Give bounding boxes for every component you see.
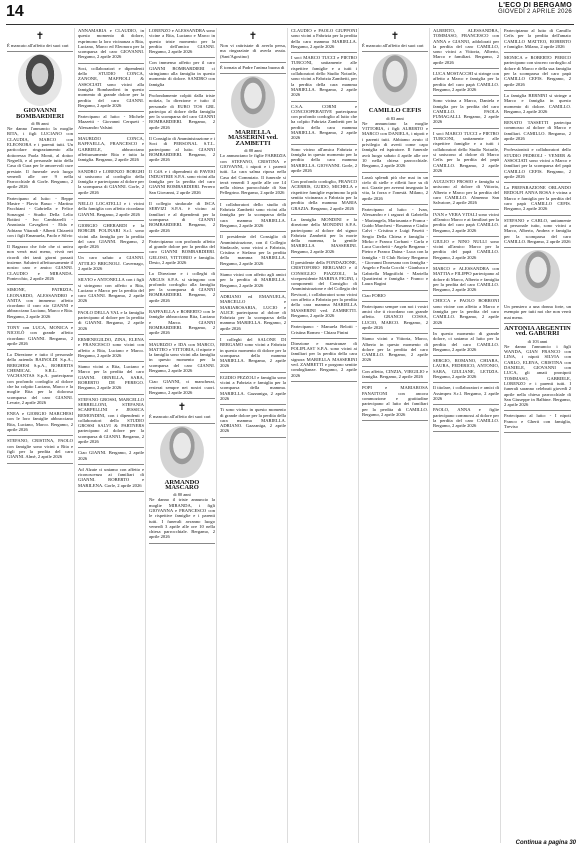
obituary-notice xyxy=(149,379,215,395)
notice-text: CLAUDIO e PAOLO GIUPPONI sono vicini a Fabrizia per la perdita della cara mamma MARIELLA. Bergamo, 2 aprile 2026 xyxy=(291,28,357,49)
deceased-name: MARIELLA MASSERINI ved. ZAMBETTI xyxy=(228,129,278,147)
obituary-notice xyxy=(149,28,215,54)
notice-divider xyxy=(220,334,286,335)
notice-divider xyxy=(78,133,144,134)
notice-divider xyxy=(291,257,357,258)
notice-text: Sono vicina a Marco, Daniela e famiglia per la perdita del caro CAMILLO. PAOLA FUMAGALLI. Bergamo, 2 aprile 2026 xyxy=(433,98,499,125)
notice-text: C.S.A. CORNI e CONCOOPERATIVE partecipano con profondo cordoglio al lutto che ha colpito Fabrizia Zambetti per la perdita della cara mamma MARIELLA. Bergamo, 2 aprile 2026 xyxy=(291,103,357,141)
notice-divider xyxy=(149,398,215,399)
obituary-column xyxy=(219,28,288,843)
obituary-column xyxy=(77,28,146,843)
notice-text: Partecipiamo al lutto di Camillo Cefis per la perdita dell'amato CAMILLO MATTEO, ROBERTO e famiglie. Milano, 2 aprile 2026 xyxy=(504,28,571,49)
notice-divider xyxy=(78,252,144,253)
obituary-column xyxy=(6,28,75,843)
notice-divider xyxy=(220,404,286,405)
notice-divider xyxy=(78,464,144,465)
obituary-notice xyxy=(220,375,286,401)
notice-divider xyxy=(291,381,357,382)
obituary-notice xyxy=(362,369,428,380)
notice-divider xyxy=(78,166,144,167)
portrait-photo xyxy=(231,76,275,128)
obituary-column xyxy=(290,28,359,843)
notice-divider xyxy=(433,176,499,177)
deceased-age: di 80 anni xyxy=(173,492,191,498)
obituary-notice xyxy=(291,147,357,173)
notice-text: LUCA MOSTACCHI si stringe con affetto a Marco e famiglia per la perdita del caro papà CAMILLO. Bergamo, 2 aprile 2026 xyxy=(433,71,499,92)
notice-text: ADRIANO ed EMANUELA, MARCELLO e MARIAROSARIA, LUCIO e ALICE partecipano al dolore di Fabrizia per la scomparsa della mamma MARIELLA. Bergamo, 2 aprile 2026 xyxy=(220,293,286,331)
obituary-notice xyxy=(291,324,357,335)
notice-divider xyxy=(7,435,73,436)
obituary-notice xyxy=(220,76,286,196)
obituary-notice xyxy=(362,304,428,330)
obituary-notice xyxy=(149,169,215,195)
obituary-notice xyxy=(504,120,571,141)
notice-divider xyxy=(362,204,428,205)
obituary-notice xyxy=(433,266,499,292)
notice-divider xyxy=(220,73,286,74)
obituary-notice xyxy=(433,131,499,173)
obituary-notice xyxy=(362,175,428,201)
notice-divider xyxy=(220,437,286,438)
notice-divider xyxy=(149,543,215,544)
notice-text: Profondamente colpiti dalla triste notizia, la direzione e tutto il personale di EURO TOS GRL partecipa al dolore della famiglia per la scomparsa del caro GIANNI BOMBARDIERI. Bergamo, 2 aprile 2026 xyxy=(149,92,215,130)
notice-text: GIORGIO GHERARDI e la BORGIR POLINARI S.r.l. sono vicini alla famiglia per la perdita del caro GIANNI. Bergamo, 2 aprile 2026 xyxy=(78,222,144,250)
notice-divider xyxy=(433,328,499,329)
notice-text: Professionisti e collaboratori dello STUDIO PEDROLI - VENIER & ASSOCIATI sono vicini a Marco e familiari per la scomparsa del papà CAMILLO CEFIS. Bergamo, 2 aprile 2026 xyxy=(504,147,571,179)
notice-text: Siamo vicini con affetto agli amici per la perdita di MARIELLA. Bergamo, 2 aprile 2026 xyxy=(220,272,286,288)
obituary-notice xyxy=(78,66,144,108)
deceased-name: GIOVANNI BOMBARDIERI xyxy=(15,107,65,120)
obituary-notice xyxy=(78,467,144,488)
cross-icon: ✝ xyxy=(248,31,258,42)
obituary-column xyxy=(148,28,217,843)
notice-divider xyxy=(7,463,73,464)
notice-divider xyxy=(7,193,73,194)
obituary-notice xyxy=(7,287,73,319)
notice-text: PAOLO DELLA VAL e la famiglia partecipano al dolore per la perdita di GIANNI. Bergamo, 2 aprile 2026 xyxy=(78,309,144,331)
notice-divider xyxy=(220,231,286,232)
notice-text: MARCO e ALESSANDRA con MATTIA e FILIPPO partecipano al dolore di Marco, Alberto e famiglia per la perdita del caro CAMILLO. Bergamo, 2 aprile 2026 xyxy=(433,265,499,293)
continued-note: Continua a pagina 30 xyxy=(515,840,576,846)
notice-divider xyxy=(291,52,357,53)
obituary-notice xyxy=(433,385,499,401)
deceased-name: ANTONIA ARGENTIN ved. GABURRI xyxy=(504,324,571,338)
notice-divider xyxy=(362,366,428,367)
obituary-notice xyxy=(291,104,357,141)
notice-divider xyxy=(7,51,73,52)
notice-divider xyxy=(78,491,144,492)
obituary-notice xyxy=(504,93,571,114)
notice-divider xyxy=(78,447,144,448)
notice-text: POPI e MARIAROSA PANATTONI con ancora commozione e gratitudine partecipano al lutto dei familiari per la perdita di CAMILLO. Bergamo, 2 aprile 2026 xyxy=(362,385,428,417)
obituary-notice xyxy=(433,298,499,324)
deceased-age: di 88 anni xyxy=(244,148,262,154)
notice-text: Partecipano al lutto: - Michele Mazzetti - Giovanni Cerqueti - Alessandro Valsini xyxy=(78,114,144,130)
notice-text: Il Ragazzo che fole che ci univa non verrà mai meno, vivrà nei ricordi dei tanti giorni passati insieme. Saluteró affettuosamente il nostro caro e amico GIANNI. CLAUDIO e MIRANDA. Pontecchio, 2 aprile 2026 xyxy=(7,244,73,281)
obituary-notice xyxy=(149,309,215,335)
notice-text: Ne danno l'annuncio la moglie RITA, i figli LUCIANO con CLAUDIA, MARCO con ELEONORA e i parenti tutti. Un particolare ringraziamento alla dottoressa Paola Monti, al dottor Negrelli, e al personale tutto della Casa di Cura per le amorevoli cure prestate. Il funerale avrà luogo venerdì alle ore 9 nella Parrocchiale di Gorle. Bergamo, 2 aprile 2026 xyxy=(7,126,73,190)
obituary-notice xyxy=(220,294,286,331)
notice-text: La famiglia MONDINI e la direzione della MONDINI S.P.A. partecipano al dolore del signor Fabrizia Zambetti per la morte della mamma, la gentile MARIELLA MASSERINI. Bergamo, 2 aprile 2026 xyxy=(291,216,357,254)
obituary-notice xyxy=(7,352,73,405)
notice-text: Un pensiero a una donna forte, un esempio per tutti noi che non verrà mai meno. xyxy=(504,304,571,320)
notice-divider xyxy=(78,394,144,395)
notice-divider xyxy=(504,247,571,248)
obituary-notice xyxy=(7,411,73,432)
obituary-notice xyxy=(78,114,144,130)
notice-divider xyxy=(362,51,428,52)
notice-divider xyxy=(504,90,571,91)
deceased-age: di 86 anni xyxy=(31,120,49,126)
notice-divider xyxy=(149,57,215,58)
notice-divider xyxy=(433,68,499,69)
notice-text: Partecipano al lutto: - Beppe Mastre - Flavio Basso - Martino Pacchiani - Gabriella e Felice Sonzogni - Studio Della Lelio Bottini - Ivo Cambiarelli - Anastasia Cavaglieri - Elda e Adriano Vitaradi - Alberti Chiaretti con i figli Emanuela, Paolo e Silvio xyxy=(7,195,73,238)
obituary-notice xyxy=(149,426,215,540)
notice-divider xyxy=(504,323,571,324)
notice-text: I colleghi del SALONE DI BERGAMO sono vicini a Fabrizia in questo momento di dolore per la scomparsa della mamma MARIELLA. Bergamo, 2 aprile 2026 xyxy=(220,336,286,369)
obituary-notice xyxy=(362,31,428,48)
notice-text: STEFANO, CRISTINA, PAOLO con famiglie sono vicini a Rita e figli per la perdita del caro GIANNI. Almè, 2 aprile 2026 xyxy=(7,438,73,460)
obituary-notice xyxy=(149,136,215,162)
obituary-column xyxy=(503,28,572,843)
obituary-notice xyxy=(78,255,144,271)
obituary-notice xyxy=(149,271,215,303)
notice-text: Il titolare, i collaboratori e amici di Assimpex S.r.l. Bergamo, 2 aprile 2026 xyxy=(433,385,499,401)
notice-divider xyxy=(433,382,499,383)
deceased-name: ARMANDO MASCARO xyxy=(164,478,200,491)
obituary-notice xyxy=(149,402,215,419)
notice-text: Partecipano sempre con noi i vostri amici che ti ricordano con grande affetto. GRANCO COSSA, LUCIO, MARCO. Bergamo, 2 aprile 2026 xyxy=(362,303,428,330)
notice-text: Con affetto, CINZIA, VIRGILIO e famiglia. Bergamo, 2 aprile 2026 xyxy=(362,368,428,380)
obituary-notice xyxy=(78,277,144,303)
notice-text: È tornata al Padre l'anima buona di xyxy=(220,64,285,70)
obituary-notice xyxy=(291,179,357,211)
notice-divider xyxy=(7,284,73,285)
obituary-columns xyxy=(6,28,574,843)
notice-divider xyxy=(362,333,428,334)
notice-text: Ad Alzate ci uniamo con affetto e riconoscenza ai familiari di GIANNI. ROBERTO e MARILENA. Gorle, 2 aprile 2026 xyxy=(78,466,144,488)
notice-text: ALBERTO, ALESSANDRA, TOMMASO, FRANCESCO con ANNA e GIANNI, addolorati per la perdita del caro CAMILLO, sono vicini a Vittoria, Alberto, Marco e familiari. Bergamo, 2 aprile 2026 xyxy=(433,28,499,65)
obituary-notice xyxy=(78,397,144,445)
notice-divider xyxy=(291,144,357,145)
notice-divider xyxy=(78,334,144,335)
notice-divider xyxy=(149,236,215,237)
notice-text: Il presidente della FONDAZIONE, CRISTOFORO BERGAMO e il CONSIGLIO PIAZZOLI, la vicepresidente MARINA FIGINI, i componenti del Consiglio di Amministrazione e del Collegio dei Revisori, i collaboratori sono vicini con affetto a Fabrizia per la perdita della cara mamma MARIELLA MASSERINI ved. ZAMBETTI. Bergamo, 2 aprile 2026 xyxy=(291,259,357,318)
notice-text: Ne danno l'annuncio i figli WANDA, GIAN FRANCO con LINA, i nipoti SILVIA con CARLO, ELENA, CRISTINA con DANIELE, GIOVANNI con LUCA, gli amati pronipoti TOMMASO, GABRIELE, LORENZO e i parenti tutti. I funerali saranno celebrati giovedì 2 aprile nella chiesa parrocchiale di San Giuseppe in Balbine. Bergamo, 2 aprile 2026 xyxy=(504,343,571,408)
cross-icon: ✝ xyxy=(35,31,45,42)
notice-text: È mancato all'affetto dei suoi cari xyxy=(362,43,424,48)
notice-divider xyxy=(220,269,286,270)
obituary-notice xyxy=(504,147,571,179)
obituary-notice xyxy=(7,438,73,459)
notice-text: È mancato all'affetto dei suoi cari xyxy=(7,43,69,48)
deceased-age: di 103 anni xyxy=(527,338,548,344)
notice-text: Siamo vicini a Vittoria, Marco, Alberto in questo momento di dolore per la perdita del caro CAMILLO. Bergamo, 2 aprile 2026 xyxy=(362,336,428,363)
notice-divider xyxy=(78,220,144,221)
notice-divider xyxy=(78,111,144,112)
obituary-notice xyxy=(7,54,73,189)
obituary-notice xyxy=(78,310,144,331)
notice-divider xyxy=(149,306,215,307)
obituary-column xyxy=(361,28,430,843)
obituary-column xyxy=(432,28,501,843)
obituary-notice xyxy=(7,31,73,48)
notice-text: IVAN e VERA VITALI sono vicini all'amico Marco e ai familiari per la perdita del caro papà CAMILLO. Bergamo, 2 aprile 2026 xyxy=(433,211,499,233)
notice-text: MAURIZIO e IDA con MARCO, MATTEO e VITTORIA, il nipote e la famiglia sono vicini alla famiglia in questo momento per la scomparsa del caro GIANNI. Bergamo, 2 aprile 2026 xyxy=(149,341,215,374)
obituary-notice xyxy=(78,223,144,249)
obituary-notice xyxy=(7,196,73,238)
notice-divider xyxy=(7,349,73,350)
notice-text: Ti sono vicino in questo momento di grande dolore per la perdita della cara mamma MARIELLA. ADRIANO. Gazzaniga, 2 aprile 2026 xyxy=(220,407,286,434)
obituary-notice xyxy=(504,250,571,320)
notice-text: La PREPARAZIONE ORLANDO REDOLFI ANNA ROSA è vicina a Marco e famiglia per la perdita del caro papà CAMILLO CEFIS. Bergamo, 2 aprile 2026 xyxy=(504,185,571,212)
obituary-notice xyxy=(362,54,428,168)
notice-divider xyxy=(78,198,144,199)
obituary-notice xyxy=(433,71,499,92)
notice-text: SILVIO e ANTONELLA con i figli si stringono con affetto a Rita, Luciano e Marco per la perdita del caro GIANNI. Bergamo, 2 aprile 2026 xyxy=(78,277,144,304)
obituary-notice xyxy=(220,337,286,369)
obituary-notice xyxy=(291,260,357,318)
notice-text: Non vi rattristate di averla persa, ma ringraziate di averla avuta. (Sant'Agostino) xyxy=(220,43,286,59)
notice-text: Ciao FORIO xyxy=(362,292,386,298)
obituary-notice xyxy=(362,207,428,286)
notice-divider xyxy=(291,338,357,339)
notice-text: Lo annunciano le figlie FABRIZIA con STEFANO, CRISTINA e GIOVANNI, i nipoti e i parenti tutti. La cara salma riposa nella Casa del Commiato. Il funerale si terrà venerdì 3 aprile alle ore 14 nella chiesa parrocchiale di San Pellegrino. Bergamo, 2 aprile 2026 xyxy=(220,153,286,196)
obituary-notice xyxy=(7,325,73,346)
notice-text: Partecipiamo con profondo affetto al grande dolore per la perdita del caro GIANNI BOMBARDIERI. GELOSO, VITTORIO e famiglia. Desio, 2 aprile 2026 xyxy=(149,238,215,265)
notice-text: GIULIO e NINO NULLI sono vicini all'amico Marco per la perdita del papà CAMILLO. Bergamo, 2 aprile 2026 xyxy=(433,238,499,260)
page-number: 14 xyxy=(6,3,24,20)
notice-divider xyxy=(149,166,215,167)
notice-divider xyxy=(220,291,286,292)
notice-text: La Direzione e tutto il personale della azienda BAINOLDI S.p.A., BERGHESI S.p.A., ROBERTIS CHEMICAL S.R.L. e VACHANTAS S.p.A. partecipano con profondo cordoglio al dolore che ha colpito Luciano, Marco e la moglie Rita per la dolorosa scomparsa del caro GIANNI. Levate, 2 aprile 2026 xyxy=(7,352,73,405)
obituary-notice xyxy=(78,136,144,162)
obituary-notice xyxy=(504,326,571,407)
notice-text: ANNAMARIA e CLAUDIO, in questo momento di dolore, esprimono la loro vicinanza a Rita, Luciano, Marco ed Eleonora per la scomparsa del caro GIOVANNI. Bergamo, 2 aprile 2026 xyxy=(78,28,144,60)
notice-divider xyxy=(433,355,499,356)
notice-text: Il CdA e i dipendenti di PAVESI INDUSTRIE S.P.A. sono vicini alla famiglia per la perdita del caro GIANNI BOMBARDIERI. Ferrero San Giovanni, 2 aprile 2026 xyxy=(149,168,215,195)
notice-divider xyxy=(149,339,215,340)
notice-divider xyxy=(504,117,571,118)
notice-divider xyxy=(362,420,428,421)
notice-divider xyxy=(220,199,286,200)
notice-text: ERMENEGILDO, ZINA, ELENA e FRANCESCO sono vicini con affetto a Rita, Luciano e Marco. Bergamo, 2 aprile 2026 xyxy=(78,336,144,358)
notice-divider xyxy=(149,198,215,199)
notice-divider xyxy=(433,404,499,405)
notice-divider xyxy=(78,307,144,308)
notice-text: SANDRO e LORENZO BORGHI si uniscono al cordoglio della famiglia e partecipano al dolore per la scomparsa di GIANNI. Gorle, 2 aprile 2026 xyxy=(78,168,144,195)
notice-divider xyxy=(362,301,428,302)
notice-divider xyxy=(433,209,499,210)
portrait-photo xyxy=(373,54,417,106)
notice-divider xyxy=(291,176,357,177)
obituary-notice xyxy=(220,272,286,288)
portrait-photo xyxy=(160,426,204,478)
notice-text: AUGUSTO FROSIO e famiglia si uniscono al dolore di Vittoria, Alberto e Marco per la perdita del caro CAMILLO. Almenno San Salvatore, 2 aprile 2026 xyxy=(433,179,499,206)
notice-divider xyxy=(149,133,215,134)
obituary-notice xyxy=(78,450,144,461)
notice-divider xyxy=(504,182,571,183)
notice-text: STEFANO GROSSI, MARCELLO SERBELLONI, STEFANIA SCARPELLINI e JESSICA REMONDINI, con i dipendenti e collaboratori dello STUDIO GROSSI SALVI & PARTNERS partecipano al dolore per la scomparsa di GIANNI. Bergamo, 2 aprile 2026 xyxy=(78,396,144,444)
notice-divider xyxy=(433,263,499,264)
notice-divider xyxy=(149,268,215,269)
notice-text: La famiglia BERNINI si stringe a Marco e famiglia in questo momento di dolore. CAMILLO. Bergamo, 2 aprile 2026 xyxy=(504,92,571,114)
obituary-notice xyxy=(220,202,286,228)
obituary-notice xyxy=(504,218,571,244)
obituary-notice xyxy=(504,413,571,429)
obituary-notice xyxy=(149,239,215,265)
notice-text: Un caro saluto a GIANNI. ATTILIO BRIGNOLI. Cavernago, 2 aprile 2026 xyxy=(78,255,144,271)
obituary-notice xyxy=(433,98,499,124)
notice-text: Siamo vicini a Rita, Luciano e Marco per la perdita del caro GIANNI. ORNELLA, SARA, ROBERTO DE PEREGO. Bergamo, 2 aprile 2026 xyxy=(78,364,144,391)
notice-text: Con profondo cordoglio, FRANCO ACERBIS, GUIDO, MICHELA e rispettive famiglie esprimono la più sentita vicinanza a Fabrizia per la perdita della mamma MARIA GRAZIA. Bergamo, 2 aprile 2026 xyxy=(291,179,357,211)
notice-text: In questo momento di grande dolore, ci uniamo al lutto per la perdita del caro CAMILLO. Bergamo, 2 aprile 2026 xyxy=(433,330,499,352)
notice-text: Partecipano al lutto: - I nipoti Franco e Gherti con famiglia, Treviso xyxy=(504,413,571,430)
notice-divider xyxy=(149,376,215,377)
deceased-age: di 83 anni xyxy=(386,115,404,121)
obituary-notice xyxy=(433,358,499,379)
notice-text: Lassù splendi più che mai in un cielo di stelle e rifletti luce su di noi. Grazie per avermi insegnato la vita, la forza e l'onestà. Milano, 2 aprile 2026 xyxy=(362,174,428,201)
notice-text: Ne annunciano la moglie VITTORIA, i figli ALBERTO e MARCO con DANIELA, i nipoti e i parenti tutti. Abbiamo avuto il privilegio di averti come capo famiglia ed ispiratore. Il funerale avrà luogo sabato 4 aprile alle ore 10 nella chiesa parrocchiale. Bergamo, 2 aprile 2026 xyxy=(362,120,428,169)
notice-divider xyxy=(362,290,428,291)
obituary-notice xyxy=(78,364,144,390)
obituary-notice xyxy=(362,336,428,362)
page-header xyxy=(0,0,580,26)
obituary-notice xyxy=(291,217,357,254)
notice-divider xyxy=(433,431,499,432)
cross-icon: ✝ xyxy=(177,402,187,414)
obituary-notice xyxy=(433,179,499,205)
notice-divider xyxy=(433,295,499,296)
issue-date: GIOVEDÌ 2 APRILE 2026 xyxy=(497,9,572,15)
notice-text: ENEA e GIORGIO MARCHESI con le loro famiglie abbracciano Rita, Luciano, Marco. Bergamo, 2 aprile 2026 xyxy=(7,411,73,433)
obituary-notice xyxy=(504,185,571,211)
notice-text: Direzione e maestranze di POLIPLAST S.P.A. sono vicini ai familiari per la perdita della cara signora MARIELLA MASSERINI ved. ZAMBETTI e porgono sentite condoglianze. Bergamo, 2 aprile 2026 xyxy=(291,340,357,378)
notice-divider xyxy=(362,382,428,383)
notice-text: SERGIO, ROMANO, CHIARA, LAURA, FEDERICO, ANTONIO, SARA, GIULIANE, LETIZIA. Bergamo, 2 aprile 2026 xyxy=(433,358,499,380)
notice-divider xyxy=(362,172,428,173)
notice-text: Il collegio sindacale di ISCA SERVIZI S.P.A. è vicino ai familiari e al dipendenti per la scomparsa di GIANNI BOMBARDIERI. Bergamo, 2 aprile 2026 xyxy=(149,201,215,233)
notice-text: I soci MARCO TUCCI e PIETRO TURCONI, unitamente alle rispettive famiglie e a tutti i collaboratori dello Studio Notarile, si uniscono al dolore di Marco Cefis per la perdita del papà CAMILLO. Bergamo, 2 aprile 2026 xyxy=(433,130,499,173)
notice-divider xyxy=(433,236,499,237)
notice-divider xyxy=(433,128,499,129)
notice-text: MONICA e ROBERTO PERICO partecipano con sincero cordoglio al dolore di Marco e della sua famiglia per la scomparsa del caro papà CAMILLO CEFIS. Bergamo, 2 aprile 2026 xyxy=(504,55,571,87)
obituary-notice xyxy=(291,341,357,378)
notice-text: Con immenso affetto per il caro GIANNI BOMBARDIERI ci stringiamo alla famiglia in questo momento di dolore. SANDRO con famiglia xyxy=(149,60,215,87)
notice-divider xyxy=(78,274,144,275)
notice-text: CHICCA e PAOLO BORRONI sono vicine con affetto a Marco e famiglia per la perdita del caro CAMILLO. Bergamo, 2 aprile 2026 xyxy=(433,298,499,325)
portrait-photo xyxy=(18,54,62,106)
obituary-notice xyxy=(433,212,499,233)
obituary-notice xyxy=(78,201,144,217)
notice-divider xyxy=(504,432,571,433)
obituary-notice xyxy=(433,407,499,428)
obituary-notice xyxy=(149,201,215,233)
obituary-notice xyxy=(433,28,499,65)
obituary-notice xyxy=(149,93,215,130)
notice-divider xyxy=(7,241,73,242)
masthead xyxy=(498,2,572,15)
notice-text: LORENZO e ALESSANDRA sono vicine a Rita, Luciano e Marco in questo triste momento per la perdita dell'amico GIANNI. Bergamo, 2 aprile 2026 xyxy=(149,28,215,55)
header-rule xyxy=(6,24,574,25)
notice-divider xyxy=(149,90,215,91)
notice-divider xyxy=(78,361,144,362)
notice-text: La Direzione e i colleghi di ARGUS S.P.A. si stringono con profondo cordoglio alla famiglia per la scomparsa di GIANNI BOMBARDIERI. Bergamo, 2 aprile 2026 xyxy=(149,271,215,303)
portrait-photo xyxy=(516,250,560,302)
obituary-notice xyxy=(149,342,215,374)
notice-text: I soci MARCO TUCCI e PIETRO TURCONI, unitamente alle rispettive famiglie e a tutti i collaboratori dello Studio Notarile, sono vicini a Fabrizia Zambetti, per la perdita della cara mamma MARIELLA. Bergamo, 2 aprile 2026 xyxy=(291,55,357,98)
obituary-notice xyxy=(78,169,144,195)
notice-text: RENATO TASSETTI partecipa commosso al dolore di Marco e familiari. CAMILLO. Bergamo, 2 aprile 2026 xyxy=(504,120,571,142)
newspaper-name: L'ECO DI BERGAMO xyxy=(498,2,572,9)
notice-divider xyxy=(149,423,215,424)
notice-text: PAOLO, ANNA e figlie partecipano commossi al dolore per la perdita del caro CAMILLO. Bergamo, 2 aprile 2026 xyxy=(433,407,499,429)
obituary-notice xyxy=(433,331,499,352)
notice-divider xyxy=(291,101,357,102)
notice-text: Il presidente del Consiglio di Amministrazione, con il Collegio Sindacale, sono vicini a Fabrizia, Cristina e Stefano per la perdita della mamma MARIELLA. Bergamo, 2 aprile 2026 xyxy=(220,234,286,266)
notice-divider xyxy=(78,63,144,64)
obituary-notice xyxy=(433,239,499,260)
cross-icon: ✝ xyxy=(390,31,400,42)
notice-divider xyxy=(220,62,286,63)
notice-divider xyxy=(220,372,286,373)
obituary-notice xyxy=(291,28,357,49)
obituary-notice xyxy=(362,293,428,298)
notice-text: È mancato all'affetto dei suoi cari xyxy=(149,414,211,420)
obituary-notice xyxy=(362,385,428,417)
obituary-notice xyxy=(78,28,144,60)
notice-text: Sono vicino all'amica Fabrizia e famiglia in questo momento per la perdita della cara mamma MARIELLA. GIOVANNI. Gorle, 2 aprile 2026 xyxy=(291,146,357,173)
notice-text: EGIDIO PEZZOLI e famiglia sono vicini a Fabrizia e famiglia per la scomparsa della mamma. MARIELLA. Gazzaniga, 2 aprile 2026 xyxy=(220,374,286,401)
obituary-notice xyxy=(220,31,286,59)
deceased-name: CAMILLO CEFIS xyxy=(368,107,422,115)
notice-text: Ciao GIANNI, ci mancherai, resterai sempre nei nostri cuori. Bergamo, 2 aprile 2026 xyxy=(149,379,215,395)
obituary-notice xyxy=(291,55,357,97)
notice-text: Ne danno il triste annuncio la moglie MIRANDA, i figli GIOVANNA e FRANCESCO con le rispettive famiglie e i parenti tutti. I funerali avranno luogo venerdì 3 aprile alle ore 10 nella chiesa parrocchiale. Bergamo, 2 aprile 2026 xyxy=(149,497,215,540)
notice-divider xyxy=(291,214,357,215)
obituary-notice xyxy=(220,407,286,433)
obituary-notice xyxy=(7,244,73,281)
notice-divider xyxy=(504,215,571,216)
notice-text: NELLO LOCATELLI e i vicini della famiglia con affetto ricordano GIANNI. Bergamo, 2 aprile 2026 xyxy=(78,201,144,217)
notice-text: Partecipano al lutto: - Ivan, Alessandro e i ragazzi di Gabriella - Mariangela, Mariasanta e Franca - Guido Marchesi - Rosanna e Giulio Calvi - Cristina e Luigi Pasetti - Sergio Della Chiesa e famiglia - Mirko e Franca Corbani - Carla e Luca Cucchetti - Angelo Bergamo - Pietro e Franco Daina - Luca con la famiglia - Il Club Rotary Bergamo - Giovanni Donesana con famiglia - Angelo e Paola Cocchi - Gianluca e Gabriella Magnifichi - Mariella Quartierini e famiglia - Franco e Laura Bagini xyxy=(362,207,428,287)
obituary-notice xyxy=(220,234,286,266)
obituary-notice xyxy=(78,337,144,358)
notice-text: Il Consiglio di Amministrazione e i Soci di PERSONAL S.T.L. partecipano al lutto. GIANNI BOMBARDIERI. Bergamo, 2 aprile 2026 xyxy=(149,136,215,163)
notice-text: Partecipano: - Manuela Belotti - Cristina Romeo - Chiara Finini xyxy=(291,324,357,335)
notice-text: STEFANO e CARLO, unitamente ai personale tutto, sono vicini a Marco, Alberto, Andrea e famiglia per la scomparsa del caro CAMILLO. Bergamo, 2 aprile 2026 xyxy=(504,217,571,244)
notice-divider xyxy=(504,144,571,145)
notice-text: MAURIZIO CONCA, RAFFAELLA, FRANCESCO e GABRIELE, abbracciano affettuosamente Rita e tutta la famiglia. Bergamo, 2 aprile 2026 xyxy=(78,136,144,163)
notice-divider xyxy=(291,321,357,322)
notice-divider xyxy=(504,52,571,53)
notice-divider xyxy=(504,410,571,411)
notice-text: I collaboratori dello studio di Fabrizia Zambetti sono vicini alla famiglia per la scomparsa della cara mamma MARIELLA. Bergamo, 2 aprile 2026 xyxy=(220,201,286,228)
obituary-notice xyxy=(504,55,571,87)
notice-divider xyxy=(7,408,73,409)
notice-text: Soci, collaboratori e dipendenti dello STUDIO CONCA, ZANONE, MAFFIOLI & ASSOCIATI sono vicini alla famiglia Bombardieri in questo momento di grande dolore per la perdita del caro GIANNI. Bergamo, 2 aprile 2026 xyxy=(78,65,144,108)
obituary-notice xyxy=(220,65,286,70)
notice-text: Ciao GIANNI. Bergamo, 2 aprile 2026 xyxy=(78,450,144,461)
notice-text: TONY con LUCA, MONICA e NICOLÒ con grande affetto ricordano GIANNI. Bergamo, 2 aprile 2026 xyxy=(7,324,73,346)
obituary-notice xyxy=(504,28,571,49)
notice-divider xyxy=(433,95,499,96)
obituary-notice xyxy=(149,60,215,86)
notice-text: RAFFAELLA e ROBERTO con le famiglie abbracciano Rita, Luciano e Marco. GIANNI BOMBARDIERI. Bergamo, 2 aprile 2026 xyxy=(149,309,215,336)
notice-divider xyxy=(7,322,73,323)
notice-text: SIMONE, PATRIZIA, LEONARDO, ALESSANDRO e ANITA con immenso affetto ricordano il caro zio GIANNI e abbracciano Luciano, Marco e Rita. Bergamo, 2 aprile 2026 xyxy=(7,287,73,319)
